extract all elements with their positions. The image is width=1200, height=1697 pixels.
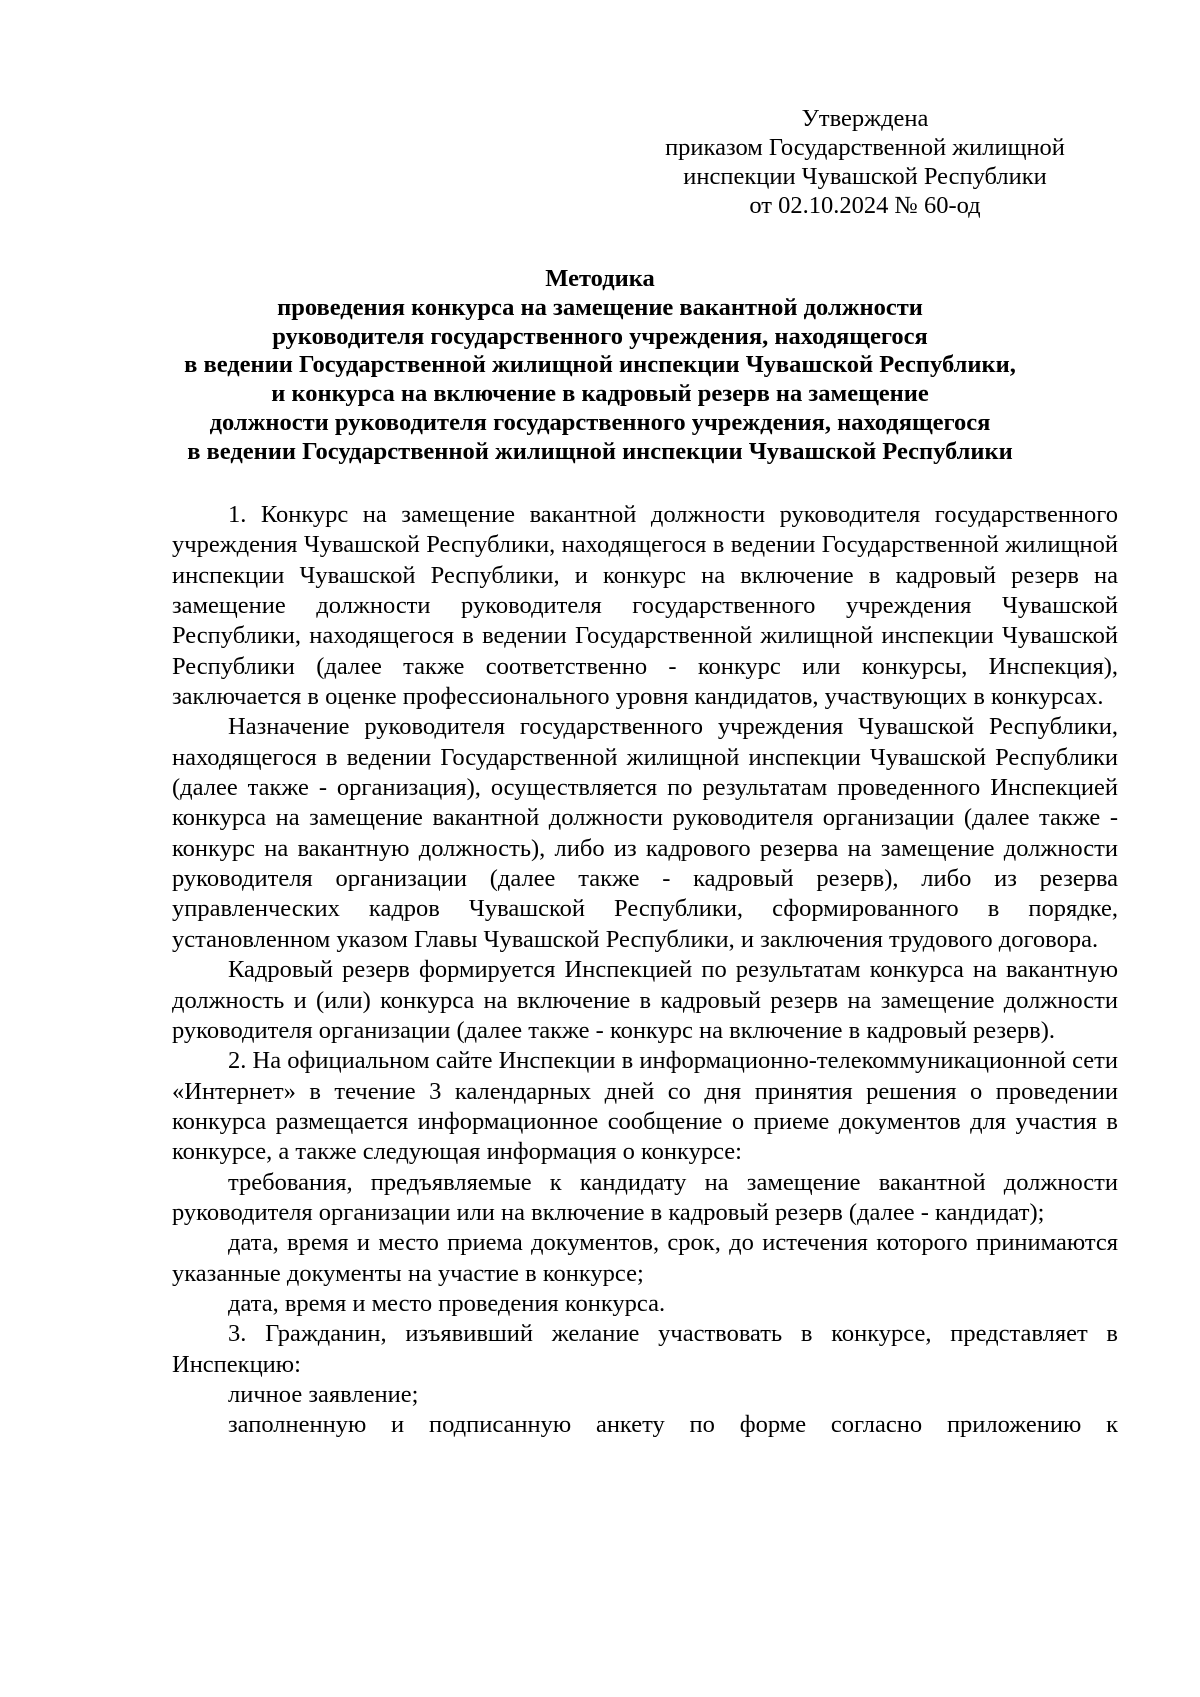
paragraph: 2. На официальном сайте Инспекции в информационно-телекоммуникационной сети «Интернет» в течение 3 календарных дней со дня принятия решения о проведении конкурса размещается информационное сообщение о приеме документов для участия в конкурсе, а также следующая информация о конкурсе: <box>172 1047 1118 1166</box>
paragraph: дата, время и место приема документов, срок, до истечения которого принимаются указанные документы на участие в конкурсе; <box>172 1229 1118 1287</box>
paragraph: требования, предъявляемые к кандидату на замещение вакантной должности руководителя организации или на включение в кадровый резерв (далее - кандидат); <box>172 1168 1118 1226</box>
title-line: и конкурса на включение в кадровый резерв на замещение <box>271 380 929 408</box>
approval-line: инспекции Чувашской Республики <box>683 163 1047 190</box>
title-line: Методика <box>545 265 655 292</box>
paragraph: дата, время и место проведения конкурса. <box>228 1289 666 1317</box>
paragraph: 1. Конкурс на замещение вакантной должности руководителя государственного учреждения Чувашской Республики, находящегося в ведении Государственной жилищной инспекции Чувашской Республики, и конкурс на включение в кадровый резерв на замещение должности руководителя государственного учреждения Чувашской Республики, находящегося в ведении Государственной жилищной инспекции Чувашской Республики (далее также соответственно - конкурс или конкурсы, Инспекция), заключается в оценке профессионального уровня кандидатов, участвующих в конкурсах. <box>172 501 1118 711</box>
title-line: руководителя государственного учреждения, находящегося <box>272 322 928 350</box>
approval-stamp <box>600 104 1130 220</box>
approval-line: приказом Государственной жилищной <box>665 134 1065 161</box>
paragraph: 3. Гражданин, изъявивший желание участвовать в конкурсе, представляет в Инспекцию: <box>172 1320 1118 1378</box>
document-title <box>150 265 1050 467</box>
approval-line: Утверждена <box>801 105 929 132</box>
title-line: проведения конкурса на замещение вакантной должности <box>277 293 923 321</box>
approval-line: от 02.10.2024 № 60-од <box>749 192 981 219</box>
title-line: в ведении Государственной жилищной инспекции Чувашской Республики, <box>184 351 1016 379</box>
paragraph: личное заявление; <box>228 1380 419 1408</box>
paragraph: заполненную и подписанную анкету по форме согласно приложению к <box>228 1411 1118 1439</box>
paragraph: Кадровый резерв формируется Инспекцией по результатам конкурса на вакантную должность и (или) конкурса на включение в кадровый резерв на замещение должности руководителя организации (далее также - конкурс на включение в кадровый резерв). <box>172 956 1118 1044</box>
title-line: в ведении Государственной жилищной инспекции Чувашской Республики <box>187 437 1013 465</box>
paragraph: Назначение руководителя государственного учреждения Чувашской Республики, находящегося в ведении Государственной жилищной инспекции Чувашской Республики (далее также - организация), осуществляется по результатам проведенного Инспекцией конкурса на замещение вакантной должности руководителя организации (далее также - конкурс на вакантную должность), либо из кадрового резерва на замещение должности руководителя организации (далее также - кадровый резерв), либо из резерва управленческих кадров Чувашской Республики, сформированного в порядке, установленном указом Главы Чувашской Республики, и заключения трудового договора. <box>172 713 1118 953</box>
document-body <box>172 500 1118 1441</box>
title-line: должности руководителя государственного учреждения, находящегося <box>209 408 991 436</box>
